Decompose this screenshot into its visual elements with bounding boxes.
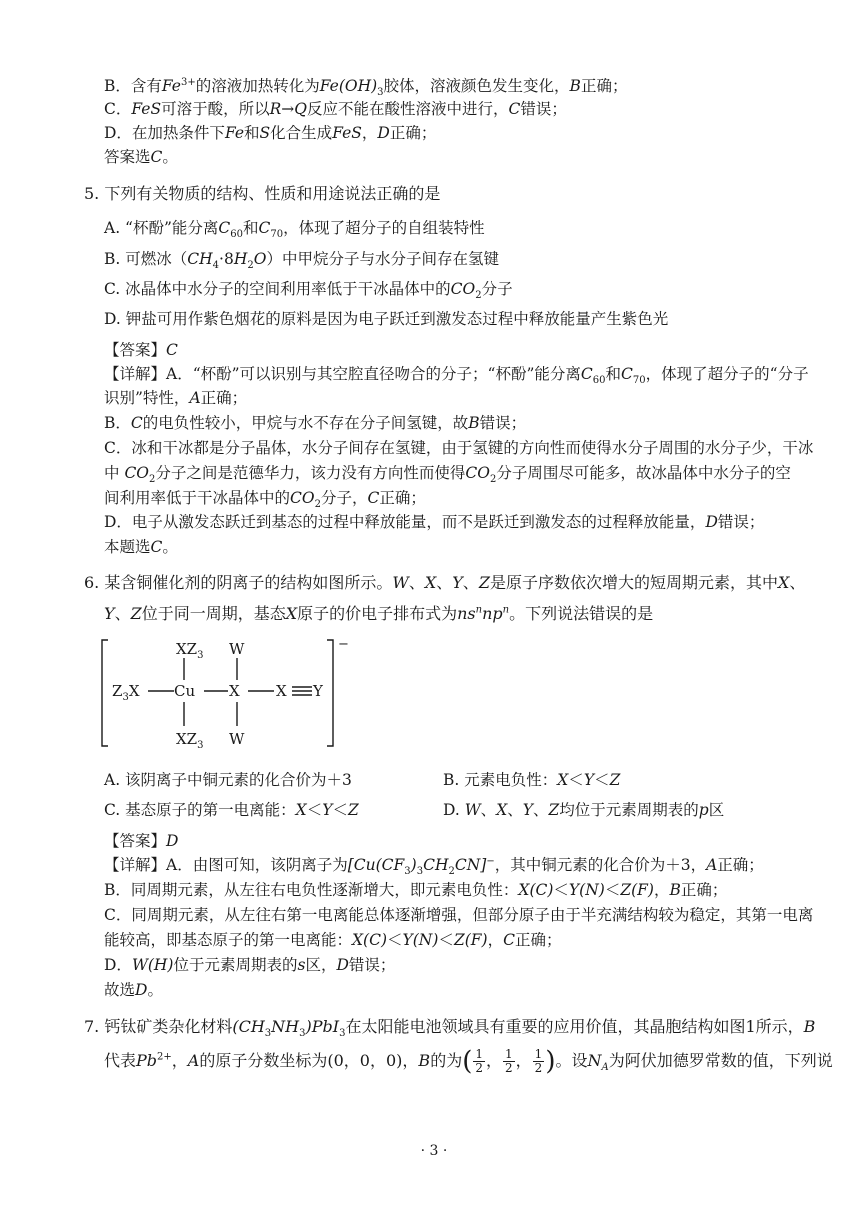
q6-option-a[interactable]: A. 该阴离子中铜元素的化合价为＋3 xyxy=(104,771,352,789)
label-x-right: X xyxy=(276,682,287,700)
q5-stem: 5. 下列有关物质的结构、性质和用途说法正确的是 xyxy=(84,184,441,203)
q5-detail-5: 中 $CO_2$分子之间是范德华力，该力没有方向性而使得$CO_2$分子周围尽可能多，故冰晶体中水分子的空 xyxy=(104,464,791,486)
q5-detail-1: 【详解】A．“杯酚”可以识别与其空腔直径吻合的分子；“杯酚”能分离$C_{60}$和$C_{70}$，体现了超分子的“分子 xyxy=(104,365,809,387)
prev-answer-d: D．在加热条件下Fe和S化合生成FeS，D正确； xyxy=(104,124,437,142)
q6-detail-5: D．W(H)位于元素周期表的s区，D错误； xyxy=(104,956,396,974)
prev-answer-b: B．含有$Fe^{3+}$的溶液加热转化为$Fe(OH)_3$胶体，溶液颜色发生变化，B正确； xyxy=(104,76,628,99)
q6-option-d[interactable]: D. W、X、Y、Z均位于元素周期表的p区 xyxy=(443,801,725,819)
anion-structure-diagram xyxy=(98,634,358,754)
label-y: Y xyxy=(313,682,323,700)
q6-detail-2: B．同周期元素，从左往右电负性逐渐增大，即元素电负性：X(C)＜Y(N)＜Z(F)，B正确； xyxy=(104,881,728,899)
prev-answer-c: C．FeS可溶于酸，所以R→Q反应不能在酸性溶液中进行，C错误； xyxy=(104,100,567,118)
q5-detail-6: 间利用率低于干冰晶体中的$CO_2$分子，C正确； xyxy=(104,489,426,511)
q6-answer: 【答案】D xyxy=(104,832,179,850)
q6-detail-3: C．同周期元素，从左往右第一电离能总体逐渐增强，但部分原子由于半充满结构较为稳定，其第一电离 xyxy=(104,906,814,924)
q6-detail-1: 【详解】A．由图可知，该阴离子为$[Cu(CF_3)_3CH_2CN]^-$，其中铜元素的化合价为＋3，A正确； xyxy=(104,855,764,878)
q5-option-c[interactable]: C. 冰晶体中水分子的空间利用率低于干冰晶体中的$CO_2$分子 xyxy=(104,280,513,302)
q5-detail-3: B．C的电负性较小，甲烷与水不存在分子间氢键，故B错误； xyxy=(104,414,527,432)
label-charge: − xyxy=(338,637,349,652)
q5-option-a[interactable]: A. “杯酚”能分离$C_{60}$和$C_{70}$，体现了超分子的自组装特性 xyxy=(104,219,485,241)
left-bracket xyxy=(102,640,108,746)
page-number: · 3 · xyxy=(420,1143,448,1159)
q5-option-d[interactable]: D. 钾盐可用作紫色烟花的原料是因为电子跃迁到激发态过程中释放能量产生紫色光 xyxy=(104,310,669,328)
label-x-mid: X xyxy=(229,682,240,700)
q6-detail-6: 故选D。 xyxy=(104,981,163,999)
q7-stem-2: 代表$Pb^{2+}$，A的原子分数坐标为(0，0，0)，B的为( $\frac{1}{2}$ ， $\frac{1}{2}$ ， $\frac{1}{2}$ )。设$N_A$为阿伏加德罗常数的值，下列说 xyxy=(104,1046,833,1077)
q7-stem-1: 7. 钙钛矿类杂化材料$(CH_3NH_3)PbI_3$在太阳能电池领域具有重要的应用价值，其晶胞结构如图1所示，B xyxy=(84,1017,816,1040)
q6-option-c[interactable]: C. 基态原子的第一电离能：X＜Y＜Z xyxy=(104,801,359,819)
label-top-left: $XZ_3$ xyxy=(176,640,204,661)
q6-stem-1: 6. 某含铜催化剂的阴离子的结构如图所示。W、X、Y、Z是原子序数依次增大的短周期元素，其中X、 xyxy=(84,573,806,592)
prev-answer-end: 答案选C。 xyxy=(104,148,178,166)
q5-answer: 【答案】C xyxy=(104,341,178,359)
label-top-right: W xyxy=(229,640,245,658)
q5-detail-4: C．冰和干冰都是分子晶体，水分子间存在氢键，由于氢键的方向性而使得水分子周围的水分子少，干冰 xyxy=(104,439,814,457)
label-bottom-left: $XZ_3$ xyxy=(176,730,204,751)
q6-stem-2: Y、Z位于同一周期，基态X原子的价电子排布式为$ns^nnp^n$。下列说法错误的是 xyxy=(104,604,654,623)
q5-option-b[interactable]: B. 可燃冰$(CH_4\cdot 8H_2O)$中甲烷分子与水分子间存在氢键 xyxy=(104,250,499,272)
q6-option-b[interactable]: B. 元素电负性：X＜Y＜Z xyxy=(443,771,621,789)
q6-detail-4: 能较高，即基态原子的第一电离能：X(C)＜Y(N)＜Z(F)，C正确； xyxy=(104,931,562,949)
label-bottom-right: W xyxy=(229,730,245,748)
label-cu: Cu xyxy=(174,682,196,700)
label-left: $Z_3X$ xyxy=(112,682,140,703)
q5-detail-7: D．电子从激发态跃迁到基态的过程中释放能量，而不是跃迁到激发态的过程释放能量，D错误； xyxy=(104,513,765,531)
q5-detail-8: 本题选C。 xyxy=(104,538,178,556)
right-bracket xyxy=(327,640,333,746)
q5-detail-2: 识别”特性，A正确； xyxy=(104,389,248,407)
